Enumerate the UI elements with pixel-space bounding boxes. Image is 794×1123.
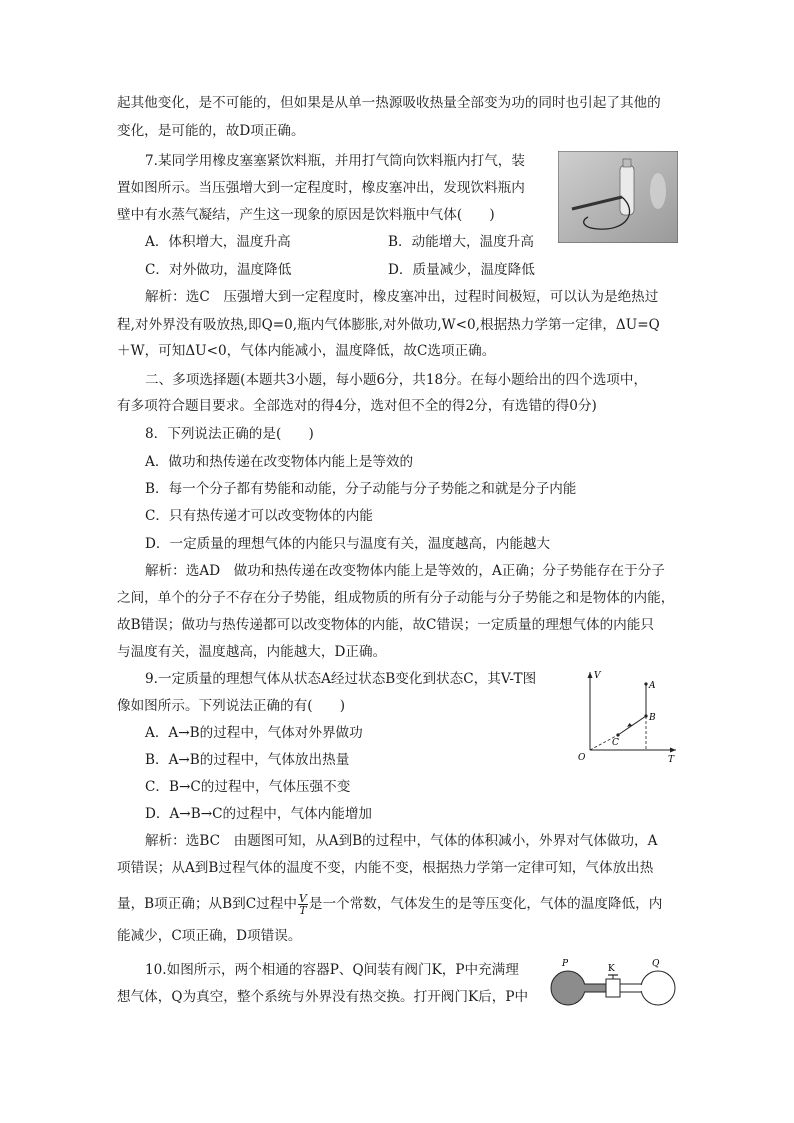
vt-graph [572,666,682,762]
point-a-label: A [649,681,656,691]
axis-v-label: V [594,671,601,681]
text-line: 想气体，Q为真空，整个系统与外界没有热交换。打开阀门K后，P中 [117,989,529,1005]
option-d: D．A→B→C的过程中，气体内能增加 [145,806,373,822]
text-line: 变化，是可能的，故D项正确。 [117,123,305,139]
section-heading: 二、多项选择题(本题共3小题，每小题6分，共18分。在每小题给出的四个选项中， [145,372,648,388]
text-line: 能减少，C项正确，D项错误。 [117,928,302,944]
solution-8: 解析：选AD 做功和热传递在改变物体内能上是等效的，A正确；分子势能存在于分子 [145,563,665,579]
text-line: 之间，单个的分子不存在分子势能，组成物质的所有分子动能与分子势能之和是物体的内能， [117,590,675,606]
point-b-label: B [649,713,656,723]
text-line: 像如图所示。下列说法正确的有( ) [117,698,346,714]
question-10-stem: 10.如图所示，两个相通的容器P、Q间装有阀门K，P中充满理 [145,962,519,978]
bottle-pump-photo [558,151,678,243]
text-line-with-fraction [117,893,662,916]
solution-9: 解析：选BC 由题图可知，从A到B的过程中，气体的体积减小，外界对气体做功，A [145,833,658,849]
option-c: C．只有热传递才可以改变物体的内能 [145,508,373,524]
option-d: D．质量减少，温度降低 [388,262,535,278]
origin-label: O [578,753,586,762]
text-span: 是一个常数，气体发生的是等压变化，气体的温度降低，内 [308,896,663,912]
text-line: 故B错误；做功与热传递都可以改变物体的内能，故C错误；一定质量的理想气体的内能只 [117,617,654,633]
option-a: A．做功和热传递在改变物体内能上是等效的 [145,454,414,470]
option-b: B．动能增大，温度升高 [388,234,534,250]
option-a: A．体积增大，温度升高 [145,234,291,250]
fraction-numerator: V [298,892,307,905]
fraction-v-over-t [298,893,308,916]
text-line: 项错误；从A到B过程气体的温度不变，内能不变，根据热力学第一定律可知，气体放出热 [117,860,654,876]
option-b: B．每一个分子都有势能和动能，分子动能与分子势能之和就是分子内能 [145,481,577,497]
option-c: C．B→C的过程中，气体压强不变 [145,779,351,795]
container-q-label: Q [652,959,660,969]
text-line: 壁中有水蒸气凝结，产生这一现象的原因是饮料瓶中气体( ) [117,207,495,223]
text-line: 程,对外界没有吸放热,即Q=0,瓶内气体膨胀,对外做功,W<0,根据热力学第一定律，ΔU=Q [117,317,660,333]
valve-k-label: K [608,964,615,974]
option-c: C．对外做功，温度降低 [145,262,292,278]
text-line: ＋W，可知ΔU<0，气体内能减小，温度降低，故C选项正确。 [117,343,496,359]
question-9-stem: 9.一定质量的理想气体从状态A经过状态B变化到状态C，其V-T图 [145,671,537,687]
option-a: A．A→B的过程中，气体对外界做功 [145,725,363,741]
solution-7: 解析：选C 压强增大到一定程度时，橡皮塞冲出，过程时间极短，可以认为是绝热过 [145,289,659,305]
text-line: 与温度有关，温度越高，内能越大，D正确。 [117,644,387,660]
container-p-label: P [562,959,569,969]
point-c-label: C [612,738,619,748]
text-span: 量，B项正确；从B到C过程中 [117,896,297,912]
text-line: 有多项符合题目要求。全部选对的得4分，选对但不全的得2分，有选错的得0分) [117,398,597,414]
valve-container-diagram [548,956,680,1008]
fraction-denominator: T [299,904,307,917]
axis-t-label: T [668,755,675,762]
option-d: D．一定质量的理想气体的内能只与温度有关，温度越高，内能越大 [145,536,551,552]
text-line: 起其他变化，是不可能的，但如果是从单一热源吸收热量全部变为功的同时也引起了其他的 [117,95,661,111]
question-7-stem: 7.某同学用橡皮塞塞紧饮料瓶，并用打气筒向饮料瓶内打气，装 [145,153,525,169]
question-8-stem: 8．下列说法正确的是( ) [145,426,314,442]
option-b: B．A→B的过程中，气体放出热量 [145,752,350,768]
text-line: 置如图所示。当压强增大到一定程度时，橡皮塞冲出，发现饮料瓶内 [117,180,525,196]
